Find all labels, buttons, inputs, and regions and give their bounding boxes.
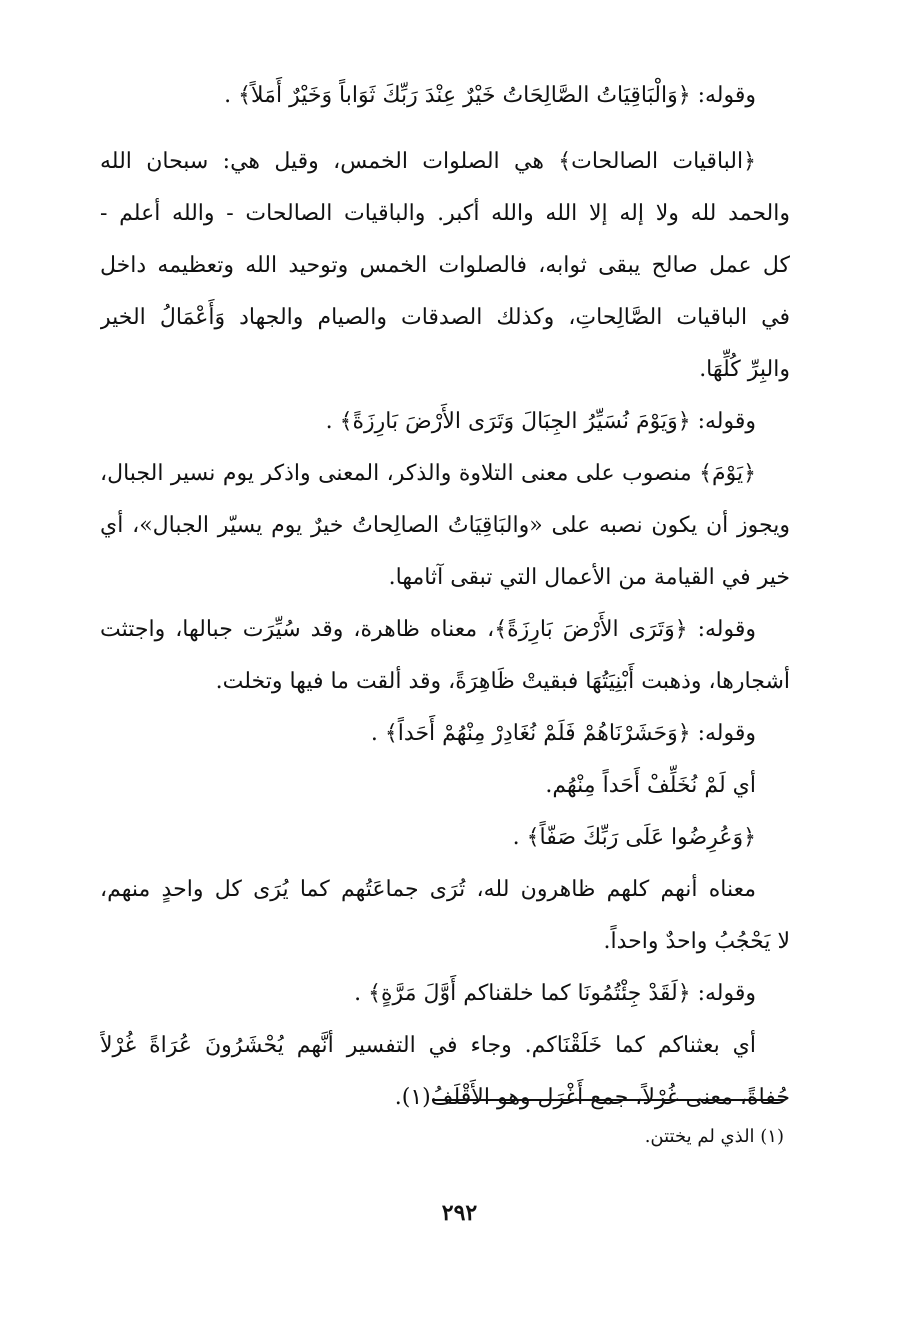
text-line-15: ﴿وَعُرِضُوا عَلَى رَبِّكَ صَفّاً﴾ .	[512, 825, 756, 850]
text-line-3: والحمد لله ولا إله إلا الله والله أكبر. والباقيات الصالحات - والله أعلم -	[100, 201, 790, 226]
page-body	[100, 70, 790, 1124]
text-line-14: أي لَمْ نُخَلِّفْ أَحَداً مِنْهُم.	[545, 773, 756, 798]
text-line-20: حُفاةً، معنى غُرْلاً، جمع أَغْرَل وهو الأَقْلَفُ(١).	[394, 1085, 790, 1110]
text-line-8: ﴿يَوْمَ﴾ منصوب على معنى التلاوة والذكر، المعنى واذكر يوم نسير الجبال،	[100, 461, 756, 486]
paragraph-gap	[100, 122, 790, 136]
footnote-divider	[432, 1099, 784, 1101]
text-line-5: في الباقيات الصَّالِحاتِ، وكذلك الصدقات والصيام والجهاد وَأَعْمَالُ الخير	[100, 305, 790, 330]
footnote: (١) الذي لم يختتن.	[644, 1126, 784, 1147]
text-line-6: والبِرِّ كُلِّهَا.	[699, 357, 790, 382]
text-line-13: وقوله: ﴿وَحَشَرْنَاهُمْ فَلَمْ نُغَادِرْ مِنْهُمْ أَحَداً﴾ .	[370, 721, 756, 746]
text-line-9: ويجوز أن يكون نصبه على «والبَاقِيَاتُ الصالِحاتُ خيرٌ يوم يسيّر الجبال»، أي	[100, 513, 790, 538]
text-line-2: ﴿الباقيات الصالحات﴾ هي الصلوات الخمس، وقيل هي: سبحان الله	[100, 149, 756, 174]
text-line-12: أشجارها، وذهبت أَبْنِيَتُهَا فبقيتْ ظَاهِرَةً، وقد ألقت ما فيها وتخلت.	[215, 669, 790, 694]
text-line-7: وقوله: ﴿وَيَوْمَ نُسَيِّرُ الجِبَالَ وَتَرَى الأَرْضَ بَارِزَةً﴾ .	[325, 409, 756, 434]
page-number: ٢٩٢	[441, 1200, 478, 1226]
text-line-16: معناه أنهم كلهم ظاهرون لله، تُرَى جماعَتُهم كما يُرَى كل واحدٍ منهم،	[100, 877, 756, 902]
text-line-10: خير في القيامة من الأعمال التي تبقى آثامها.	[388, 565, 790, 590]
text-line-19: أي بعثناكم كما خَلَقْنَاكم. وجاء في التفسير أنَّهم يُحْشَرُونَ عُرَاةً غُرْلاً	[100, 1033, 756, 1058]
text-line-1: وقوله: ﴿وَالْبَاقِيَاتُ الصَّالِحَاتُ خَيْرٌ عِنْدَ رَبِّكَ ثَوَاباً وَخَيْرٌ أَمَلاً﴾ .	[224, 83, 756, 108]
text-line-4: كل عمل صالح يبقى ثوابه، فالصلوات الخمس وتوحيد الله وتعظيمه داخل	[100, 253, 790, 278]
text-line-11: وقوله: ﴿وَتَرَى الأَرْضَ بَارِزَةً﴾، معناه ظاهرة، وقد سُيِّرَت جبالها، واجتثت	[100, 617, 756, 642]
text-line-18: وقوله: ﴿لَقَدْ جِئْتُمُونَا كما خلقناكم أَوَّلَ مَرَّةٍ﴾ .	[354, 981, 756, 1006]
text-line-17: لا يَحْجُبُ واحدٌ واحداً.	[603, 929, 790, 954]
